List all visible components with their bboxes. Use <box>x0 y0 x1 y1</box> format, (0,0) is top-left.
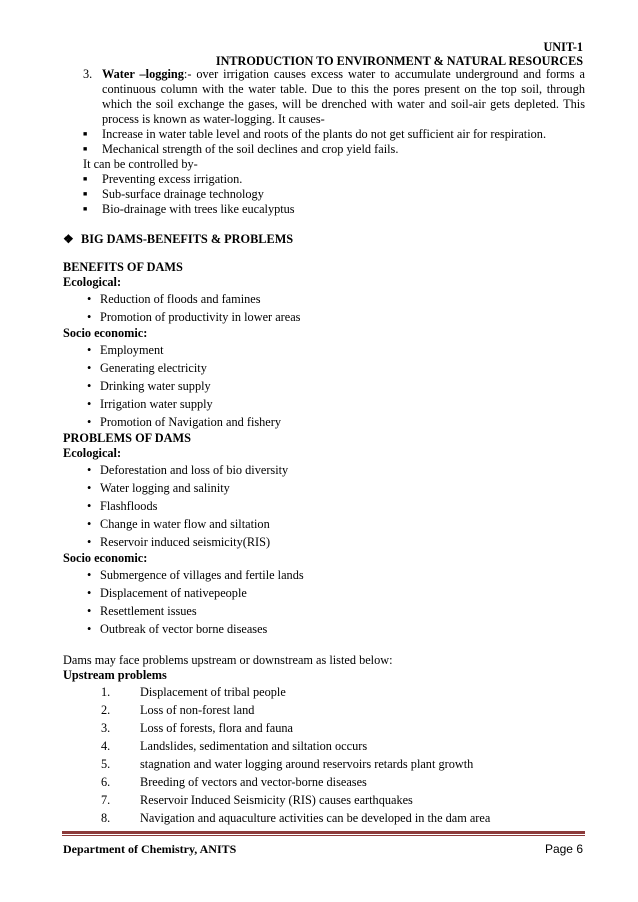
waterlogging-paragraph <box>83 67 585 127</box>
bullet-icon: • <box>87 379 92 393</box>
item-number: 3. <box>83 67 93 81</box>
list-item: • Irrigation water supply <box>87 397 213 411</box>
bullet-icon: • <box>87 415 92 429</box>
square-bullet-icon: ■ <box>83 175 88 183</box>
list-item: • Water logging and salinity <box>87 481 230 495</box>
bullet-icon: • <box>87 292 92 306</box>
list-item: • Promotion of Navigation and fishery <box>87 415 282 429</box>
page-header-title: INTRODUCTION TO ENVIRONMENT & NATURAL RESOURCES <box>215 54 583 68</box>
bullet-icon: • <box>87 622 92 636</box>
waterlogging-text: :- over irrigation causes excess water to accumulate underground and forms a continuous column with the water table. Due to this the pores present on the top soil, through which the soil exchange the gases, will be drenched with water and soil-air gets depleted. This process is known as water-logging. It causes- <box>102 67 585 126</box>
list-item: • Reservoir induced seismicity(RIS) <box>87 535 271 549</box>
square-bullet-icon: ■ <box>83 190 88 198</box>
list-item: • Employment <box>87 343 164 357</box>
bullet-icon: • <box>87 499 92 513</box>
dams-intro: Dams may face problems upstream or downstream as listed below: <box>63 653 393 667</box>
list-item: • Submergence of villages and fertile lands <box>87 568 304 582</box>
square-bullet-icon: ■ <box>83 205 88 213</box>
numbered-item: 1. Displacement of tribal people <box>101 685 286 699</box>
footer-rule <box>62 831 585 834</box>
list-item: • Generating electricity <box>87 361 207 375</box>
list-item: • Deforestation and loss of bio diversity <box>87 463 289 477</box>
waterlogging-term: Water –logging <box>102 67 184 81</box>
diamond-bullet-icon: ❖ <box>63 232 74 246</box>
unit-label: UNIT-1 <box>543 40 583 54</box>
bullet-icon: • <box>87 517 92 531</box>
footer-department: Department of Chemistry, ANITS <box>63 842 237 856</box>
section-heading: ❖ BIG DAMS-BENEFITS & PROBLEMS <box>63 232 294 246</box>
square-bullet-icon: ■ <box>83 130 88 138</box>
bullet-icon: • <box>87 310 92 324</box>
list-item: • Drinking water supply <box>87 379 211 393</box>
numbered-item: 2. Loss of non-forest land <box>101 703 255 717</box>
numbered-item: 4. Landslides, sedimentation and siltation occurs <box>101 739 368 753</box>
bullet-icon: • <box>87 481 92 495</box>
list-item: ■ Mechanical strength of the soil declines and crop yield fails. <box>83 142 399 156</box>
upstream-title: Upstream problems <box>63 668 167 682</box>
list-item: • Reduction of floods and famines <box>87 292 261 306</box>
ecological-label: Ecological: <box>63 275 122 289</box>
bullet-icon: • <box>87 397 92 411</box>
socio-economic-label: Socio economic: <box>63 326 148 340</box>
list-item: • Displacement of nativepeople <box>87 586 247 600</box>
list-item: • Change in water flow and siltation <box>87 517 270 531</box>
list-item: • Outbreak of vector borne diseases <box>87 622 268 636</box>
socio-economic-label: Socio economic: <box>63 551 148 565</box>
list-item: ■ Bio-drainage with trees like eucalyptus <box>83 202 295 216</box>
list-item: ■ Increase in water table level and roots of the plants do not get sufficient air for respiration. <box>83 127 547 141</box>
list-item: • Promotion of productivity in lower areas <box>87 310 301 324</box>
square-bullet-icon: ■ <box>83 145 88 153</box>
footer-rule <box>62 835 585 836</box>
list-item: • Flashfloods <box>87 499 158 513</box>
bullet-icon: • <box>87 586 92 600</box>
list-item: • Resettlement issues <box>87 604 197 618</box>
document-body <box>63 67 585 827</box>
problems-title: PROBLEMS OF DAMS <box>63 431 191 445</box>
numbered-item: 8. Navigation and aquaculture activities can be developed in the dam area <box>101 811 491 825</box>
list-item: ■ Sub-surface drainage technology <box>83 187 264 201</box>
bullet-icon: • <box>87 463 92 477</box>
controlled-label: It can be controlled by- <box>83 157 198 171</box>
bullet-icon: • <box>87 343 92 357</box>
bullet-icon: • <box>87 361 92 375</box>
numbered-item: 7. Reservoir Induced Seismicity (RIS) causes earthquakes <box>101 793 413 807</box>
page-number: Page 6 <box>544 842 583 856</box>
numbered-item: 5. stagnation and water logging around reservoirs retards plant growth <box>101 757 474 771</box>
numbered-item: 6. Breeding of vectors and vector-borne diseases <box>101 775 367 789</box>
bullet-icon: • <box>87 535 92 549</box>
bullet-icon: • <box>87 604 92 618</box>
numbered-item: 3. Loss of forests, flora and fauna <box>101 721 293 735</box>
benefits-title: BENEFITS OF DAMS <box>63 260 183 274</box>
ecological-label: Ecological: <box>63 446 122 460</box>
bullet-icon: • <box>87 568 92 582</box>
list-item: ■ Preventing excess irrigation. <box>83 172 243 186</box>
